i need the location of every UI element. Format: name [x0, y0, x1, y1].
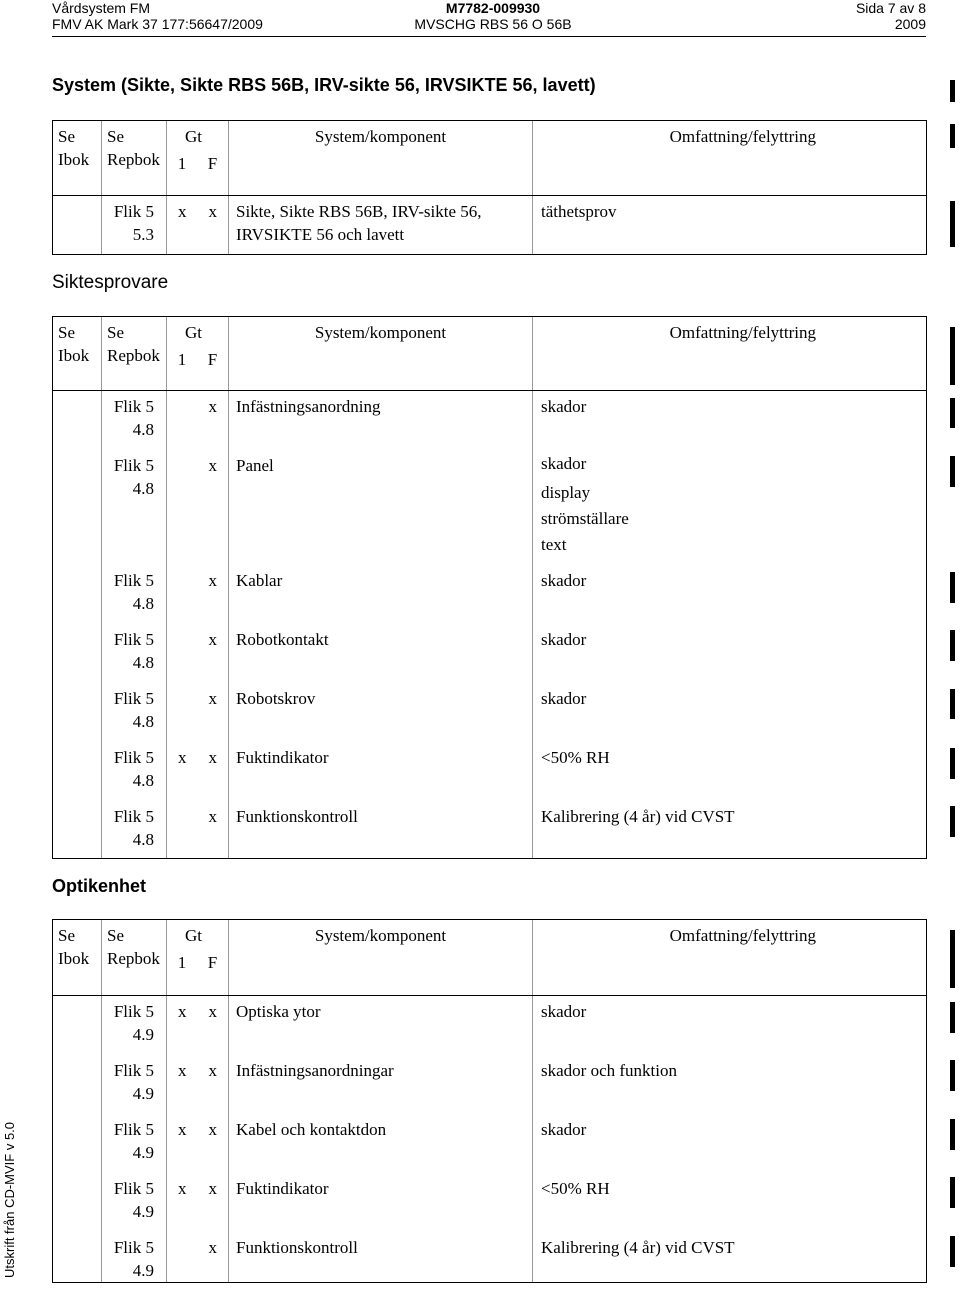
- header-document-title: MVSCHG RBS 56 O 56B: [414, 16, 572, 32]
- change-bar: [950, 630, 955, 661]
- header-system-name: Vårdsystem FM: [52, 0, 151, 16]
- table-row: Flik 5 4.9 x x Infästningsanordningar skador och funktion: [53, 1055, 927, 1114]
- section-title-optikenhet: Optikenhet: [52, 876, 147, 896]
- section-title-siktesprovare: Siktesprovare: [52, 272, 169, 293]
- inspection-table-system: [52, 120, 927, 255]
- change-bar: [950, 80, 955, 102]
- system-cell: Sikte, Sikte RBS 56B, IRV-sikte 56, IRVSIKTE 56 och lavett: [229, 196, 533, 255]
- header-se-repbok: Se Repbok: [102, 121, 167, 196]
- change-bar: [950, 1002, 955, 1033]
- table-row: Flik 5 4.8 x Robotkontakt skador: [53, 624, 927, 683]
- table-header-row: [53, 121, 927, 196]
- gt-f-mark: x: [198, 196, 229, 255]
- table-row: Flik 5 4.8 x Panel skador display strömställare text: [53, 450, 927, 565]
- change-bar: [950, 1119, 955, 1150]
- table-row: Flik 5 4.9 x x Fuktindikator <50% RH: [53, 1173, 927, 1232]
- header-year: 2009: [894, 16, 926, 32]
- table-row: Flik 5 4.8 x Infästningsanordning skador: [53, 391, 927, 451]
- header-rule: [52, 36, 926, 37]
- side-note: Utskrift från CD-MVIF v 5.0: [2, 1121, 17, 1278]
- header-page-number: Sida 7 av 8: [855, 0, 926, 16]
- table-row: Flik 5 4.8 x Funktionskontroll Kalibrering (4 år) vid CVST: [53, 801, 927, 859]
- table-row: Flik 5 4.9 x x Optiska ytor skador: [53, 996, 927, 1056]
- change-bar: [950, 1236, 955, 1267]
- gt-1-mark: x: [167, 196, 198, 255]
- change-bar: [950, 1177, 955, 1208]
- inspection-table-siktesprovare: [52, 316, 927, 859]
- change-bar: [950, 124, 955, 148]
- ref-cell: Flik 5 5.3: [102, 196, 167, 255]
- change-bar: [950, 689, 955, 719]
- header-gt: Gt 1 F: [167, 121, 229, 196]
- change-bar: [950, 930, 955, 988]
- header-se-ibok: Se Ibok: [53, 121, 102, 196]
- inspection-table-optikenhet: [52, 919, 927, 1283]
- change-bar: [950, 1060, 955, 1091]
- table-header-row: Se Ibok Se Repbok Gt 1 F System/komponent Omfattning/felyttring: [53, 920, 927, 996]
- change-bar: [950, 398, 955, 428]
- change-bar: [950, 748, 955, 779]
- table-row: Flik 5 4.9 x Funktionskontroll Kalibrering (4 år) vid CVST: [53, 1232, 927, 1283]
- change-bar: [950, 572, 955, 603]
- change-bar: [950, 327, 955, 385]
- table-row: Flik 5 4.8 x Robotskrov skador: [53, 683, 927, 742]
- change-bar: [950, 201, 955, 247]
- omfattning-cell: täthetsprov: [533, 196, 927, 255]
- table-row: [53, 196, 927, 255]
- header-document-number: M7782-009930: [445, 0, 541, 16]
- table-row: Flik 5 4.8 x x Fuktindikator <50% RH: [53, 742, 927, 801]
- table-row: Flik 5 4.8 x Kablar skador: [53, 565, 927, 624]
- header-system-komponent: System/komponent: [229, 121, 533, 196]
- section-title-system: System (Sikte, Sikte RBS 56B, IRV-sikte 56, IRVSIKTE 56, lavett): [52, 75, 596, 95]
- table-row: Flik 5 4.9 x x Kabel och kontaktdon skador: [53, 1114, 927, 1173]
- change-bar: [950, 456, 955, 487]
- change-bar: [950, 806, 955, 837]
- table-header-row: Se Ibok Se Repbok Gt 1 F System/komponent Omfattning/felyttring: [53, 317, 927, 391]
- header-document-ref: FMV AK Mark 37 177:56647/2009: [52, 16, 263, 32]
- header-omfattning: Omfattning/felyttring: [533, 121, 927, 196]
